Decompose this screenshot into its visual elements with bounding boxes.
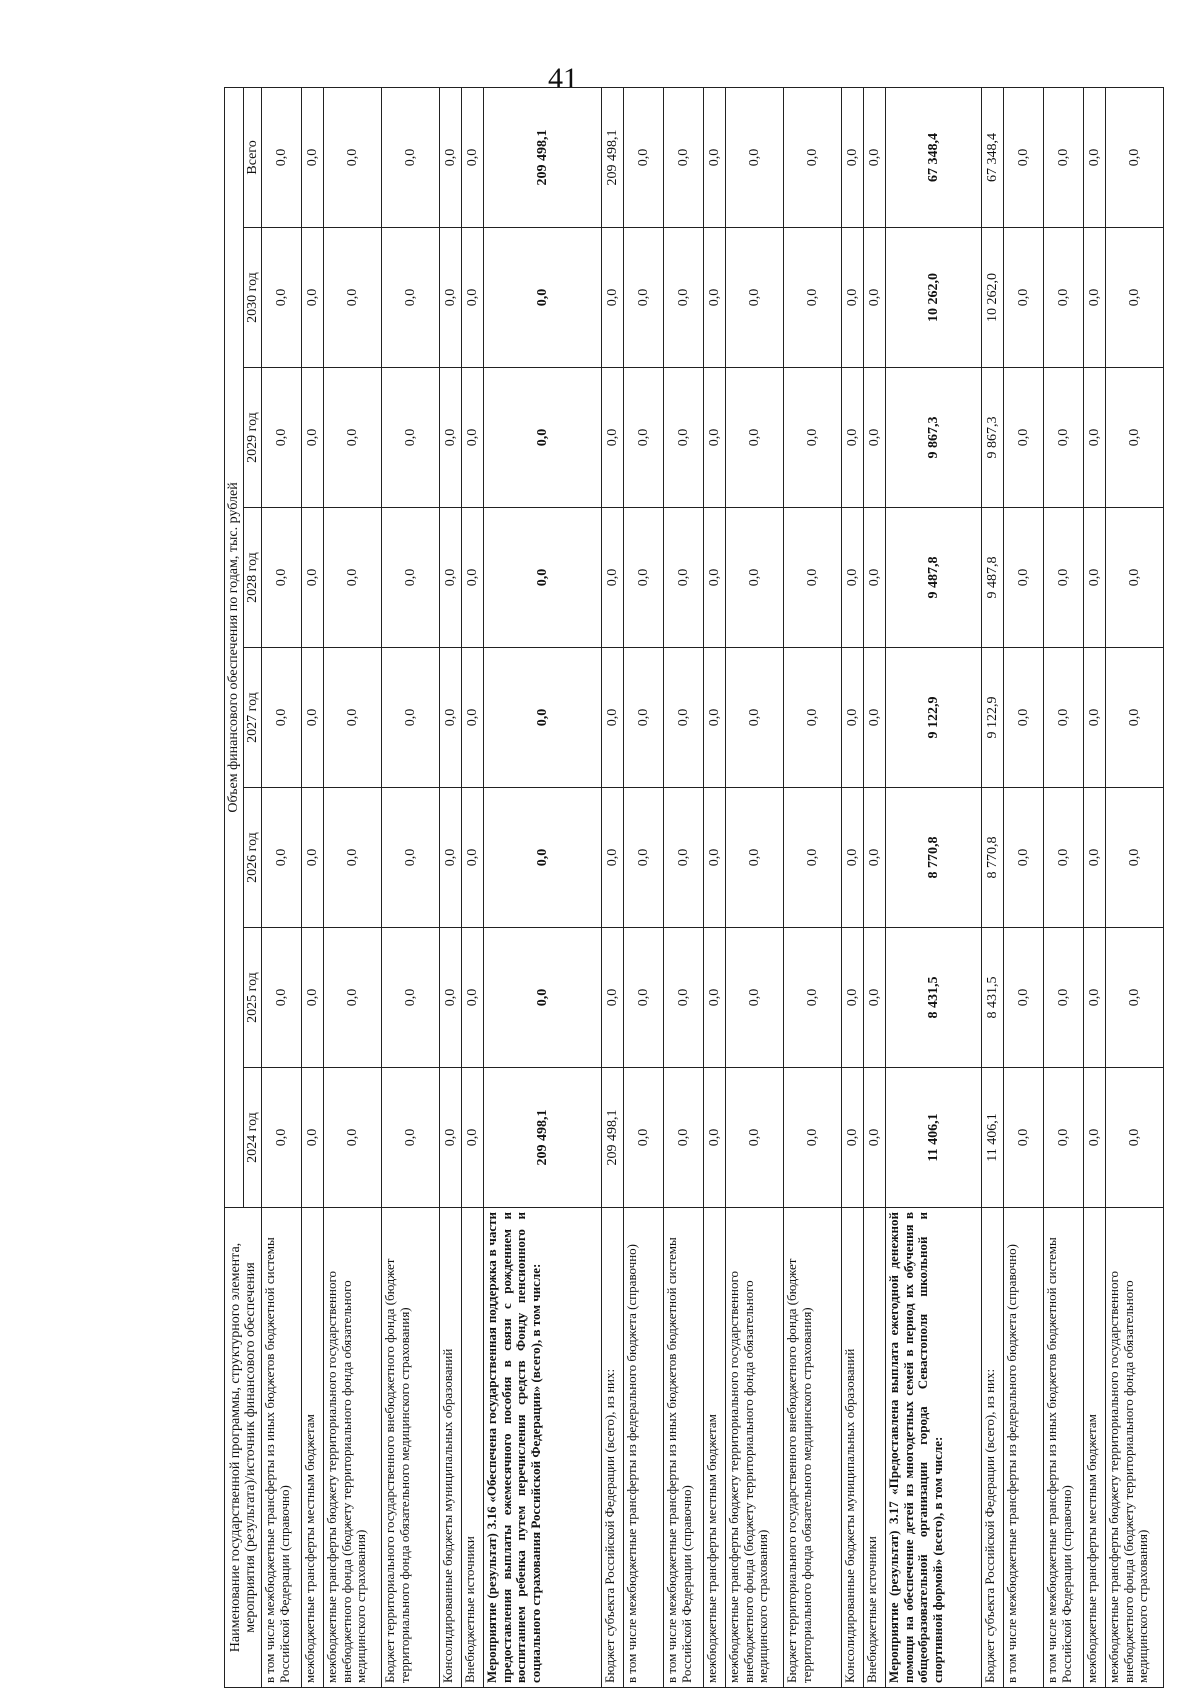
row-value-cell: 0,0 (302, 368, 324, 508)
row-value-cell: 0,0 (1084, 788, 1106, 928)
row-label: Мероприятие (результат) 3.17 «Предоставлена выплата ежегодной денежной помощи на обеспечение детей из многодетных семей в период их обучения в общеобразовательной организации города Севастополя школьной и спортивной формой» (всего), в том числе: (886, 1208, 982, 1688)
row-total-cell: 0,0 (624, 87, 664, 227)
row-value-cell: 0,0 (382, 788, 440, 928)
row-value-cell: 0,0 (484, 508, 602, 648)
row-value-cell: 0,0 (440, 1068, 462, 1208)
row-value-cell: 0,0 (302, 928, 324, 1068)
table-row (440, 87, 462, 1687)
row-total-cell: 0,0 (1084, 87, 1106, 227)
row-value-cell: 0,0 (664, 508, 704, 648)
header-row-1 (225, 87, 244, 1687)
table-row (302, 87, 324, 1687)
row-value-cell: 0,0 (440, 228, 462, 368)
row-label: в том числе межбюджетные трансферты из федерального бюджета (справочно) (624, 1208, 664, 1688)
row-value-cell: 0,0 (462, 508, 484, 648)
row-value-cell: 0,0 (784, 228, 842, 368)
row-label: Внебюджетные источники (864, 1208, 886, 1688)
row-total-cell: 0,0 (382, 87, 440, 227)
row-value-cell: 0,0 (382, 228, 440, 368)
row-value-cell: 0,0 (462, 368, 484, 508)
row-value-cell: 0,0 (440, 788, 462, 928)
row-value-cell: 9 487,8 (886, 508, 982, 648)
row-value-cell: 0,0 (1004, 648, 1044, 788)
row-value-cell: 0,0 (704, 368, 726, 508)
row-value-cell: 0,0 (704, 928, 726, 1068)
row-value-cell: 0,0 (1004, 368, 1044, 508)
row-label: в том числе межбюджетные трансферты из федерального бюджета (справочно) (1004, 1208, 1044, 1688)
row-value-cell: 0,0 (1106, 1068, 1164, 1208)
row-label: Бюджет субъекта Российской Федерации (всего), из них: (602, 1208, 624, 1688)
row-total-cell: 67 348,4 (982, 87, 1004, 227)
row-value-cell: 0,0 (382, 928, 440, 1068)
row-total-cell: 0,0 (704, 87, 726, 227)
row-value-cell: 0,0 (324, 368, 382, 508)
table-row (324, 87, 382, 1687)
header-year: 2028 год (243, 508, 262, 648)
row-value-cell: 0,0 (262, 368, 302, 508)
row-label: межбюджетные трансферты бюджету территориального государственного внебюджетного фонда (бюджету территориального фонда обязательного медицинского страхования) (1106, 1208, 1164, 1688)
header-year: 2024 год (243, 1068, 262, 1208)
table-row (484, 87, 602, 1687)
table-row (262, 87, 302, 1687)
row-value-cell: 0,0 (382, 648, 440, 788)
row-total-cell: 0,0 (1106, 87, 1164, 227)
row-value-cell: 0,0 (1084, 1068, 1106, 1208)
row-value-cell: 0,0 (602, 508, 624, 648)
header-year: 2026 год (243, 788, 262, 928)
row-label: Консолидированные бюджеты муниципальных образований (440, 1208, 462, 1688)
table-row (864, 87, 886, 1687)
row-value-cell: 0,0 (864, 508, 886, 648)
row-value-cell: 0,0 (726, 508, 784, 648)
row-total-cell: 0,0 (664, 87, 704, 227)
row-value-cell: 0,0 (842, 368, 864, 508)
row-total-cell: 0,0 (726, 87, 784, 227)
row-value-cell: 0,0 (1044, 788, 1084, 928)
row-value-cell: 0,0 (1004, 788, 1044, 928)
row-value-cell: 0,0 (624, 648, 664, 788)
row-value-cell: 0,0 (726, 368, 784, 508)
table-row (982, 87, 1004, 1687)
row-value-cell: 0,0 (1004, 508, 1044, 648)
row-value-cell: 8 770,8 (886, 788, 982, 928)
row-value-cell: 9 867,3 (886, 368, 982, 508)
row-value-cell: 0,0 (382, 508, 440, 648)
row-total-cell: 0,0 (302, 87, 324, 227)
row-total-cell: 0,0 (864, 87, 886, 227)
row-value-cell: 0,0 (864, 788, 886, 928)
row-value-cell: 0,0 (726, 228, 784, 368)
row-value-cell: 0,0 (1084, 228, 1106, 368)
row-value-cell: 0,0 (1106, 368, 1164, 508)
row-label: межбюджетные трансферты местным бюджетам (1084, 1208, 1106, 1688)
row-value-cell: 0,0 (664, 368, 704, 508)
row-value-cell: 0,0 (784, 788, 842, 928)
row-value-cell: 0,0 (324, 788, 382, 928)
row-value-cell: 0,0 (324, 648, 382, 788)
row-total-cell: 67 348,4 (886, 87, 982, 227)
row-value-cell: 0,0 (602, 648, 624, 788)
row-value-cell: 0,0 (624, 788, 664, 928)
row-value-cell: 0,0 (704, 648, 726, 788)
row-label: в том числе межбюджетные трансферты из иных бюджетов бюджетной системы Российской Федерации (справочно) (262, 1208, 302, 1688)
table-row (1084, 87, 1106, 1687)
row-value-cell: 0,0 (784, 928, 842, 1068)
page-number: 41 (548, 62, 578, 95)
table-row (382, 87, 440, 1687)
row-value-cell: 0,0 (1106, 788, 1164, 928)
row-label: межбюджетные трансферты местным бюджетам (704, 1208, 726, 1688)
row-value-cell: 0,0 (324, 508, 382, 648)
header-year: 2029 год (243, 368, 262, 508)
row-value-cell: 0,0 (1044, 368, 1084, 508)
row-value-cell: 0,0 (784, 368, 842, 508)
row-value-cell: 0,0 (864, 1068, 886, 1208)
row-value-cell: 0,0 (842, 928, 864, 1068)
table-row (1044, 87, 1084, 1687)
row-value-cell: 0,0 (440, 928, 462, 1068)
row-value-cell: 0,0 (704, 1068, 726, 1208)
row-value-cell: 0,0 (484, 368, 602, 508)
row-value-cell: 10 262,0 (886, 228, 982, 368)
financing-table (224, 87, 1164, 1688)
row-value-cell: 0,0 (484, 928, 602, 1068)
row-value-cell: 0,0 (262, 228, 302, 368)
row-value-cell: 0,0 (602, 368, 624, 508)
row-total-cell: 0,0 (440, 87, 462, 227)
row-value-cell: 0,0 (664, 928, 704, 1068)
table-row (1004, 87, 1044, 1687)
row-label: Бюджет субъекта Российской Федерации (всего), из них: (982, 1208, 1004, 1688)
row-value-cell: 10 262,0 (982, 228, 1004, 368)
row-value-cell: 209 498,1 (484, 1068, 602, 1208)
row-value-cell: 0,0 (624, 508, 664, 648)
row-value-cell: 0,0 (704, 228, 726, 368)
financing-table-rotated (224, 128, 1151, 1688)
row-value-cell: 0,0 (842, 648, 864, 788)
row-value-cell: 0,0 (704, 508, 726, 648)
table-row (726, 87, 784, 1687)
row-value-cell: 0,0 (1084, 368, 1106, 508)
row-value-cell: 0,0 (664, 228, 704, 368)
row-value-cell: 0,0 (1106, 928, 1164, 1068)
row-value-cell: 11 406,1 (982, 1068, 1004, 1208)
row-value-cell: 0,0 (324, 228, 382, 368)
row-value-cell: 0,0 (440, 508, 462, 648)
row-value-cell: 9 122,9 (982, 648, 1004, 788)
row-value-cell: 0,0 (664, 788, 704, 928)
row-label: межбюджетные трансферты местным бюджетам (302, 1208, 324, 1688)
row-value-cell: 0,0 (624, 1068, 664, 1208)
row-value-cell: 0,0 (1044, 1068, 1084, 1208)
row-value-cell: 0,0 (1084, 508, 1106, 648)
row-value-cell: 0,0 (1106, 228, 1164, 368)
row-value-cell: 0,0 (842, 228, 864, 368)
row-label: Внебюджетные источники (462, 1208, 484, 1688)
row-total-cell: 0,0 (1004, 87, 1044, 227)
row-value-cell: 0,0 (324, 928, 382, 1068)
row-value-cell: 0,0 (484, 648, 602, 788)
row-value-cell: 0,0 (462, 648, 484, 788)
row-value-cell: 0,0 (842, 1068, 864, 1208)
row-value-cell: 209 498,1 (602, 1068, 624, 1208)
row-value-cell: 0,0 (864, 228, 886, 368)
row-value-cell: 0,0 (1044, 508, 1084, 648)
row-value-cell: 0,0 (462, 788, 484, 928)
row-label: межбюджетные трансферты бюджету территориального государственного внебюджетного фонда (бюджету территориального фонда обязательного медицинского страхования) (324, 1208, 382, 1688)
row-value-cell: 0,0 (864, 648, 886, 788)
row-value-cell: 0,0 (842, 788, 864, 928)
row-label: в том числе межбюджетные трансферты из иных бюджетов бюджетной системы Российской Федерации (справочно) (664, 1208, 704, 1688)
row-total-cell: 0,0 (1044, 87, 1084, 227)
header-year: 2030 год (243, 228, 262, 368)
row-value-cell: 11 406,1 (886, 1068, 982, 1208)
header-name: Наименование государственной программы, структурного элемента, мероприятия (результата)/источник финансового обеспечения (225, 1208, 262, 1688)
row-value-cell: 0,0 (664, 648, 704, 788)
row-value-cell: 0,0 (302, 648, 324, 788)
row-value-cell: 0,0 (484, 788, 602, 928)
row-total-cell: 0,0 (324, 87, 382, 227)
row-value-cell: 0,0 (602, 788, 624, 928)
row-value-cell: 0,0 (726, 928, 784, 1068)
header-volume: Объем финансового обеспечения по годам, тыс. рублей (225, 87, 244, 1207)
row-label: Мероприятие (результат) 3.16 «Обеспечена государственная поддержка в части предоставления выплаты ежемесячного пособия в связи с рождением и воспитанием ребенка путем перечисления средств Фонду пенсионного и социального страхования Российской Федерации» (всего), в том числе: (484, 1208, 602, 1688)
row-label: в том числе межбюджетные трансферты из иных бюджетов бюджетной системы Российской Федерации (справочно) (1044, 1208, 1084, 1688)
row-value-cell: 0,0 (462, 228, 484, 368)
row-value-cell: 0,0 (864, 368, 886, 508)
row-value-cell: 9 867,3 (982, 368, 1004, 508)
row-value-cell: 8 431,5 (982, 928, 1004, 1068)
row-value-cell: 0,0 (462, 928, 484, 1068)
row-value-cell: 0,0 (624, 368, 664, 508)
row-value-cell: 9 487,8 (982, 508, 1004, 648)
row-total-cell: 209 498,1 (602, 87, 624, 227)
row-value-cell: 0,0 (784, 648, 842, 788)
row-value-cell: 0,0 (262, 1068, 302, 1208)
table-row (784, 87, 842, 1687)
row-label: Консолидированные бюджеты муниципальных образований (842, 1208, 864, 1688)
table-row (602, 87, 624, 1687)
row-value-cell: 0,0 (1106, 648, 1164, 788)
row-value-cell: 0,0 (302, 788, 324, 928)
row-total-cell: 0,0 (842, 87, 864, 227)
row-value-cell: 0,0 (302, 228, 324, 368)
row-value-cell: 0,0 (262, 508, 302, 648)
row-value-cell: 8 770,8 (982, 788, 1004, 928)
row-total-cell: 0,0 (462, 87, 484, 227)
table-row (842, 87, 864, 1687)
row-value-cell: 0,0 (864, 928, 886, 1068)
row-total-cell: 0,0 (784, 87, 842, 227)
row-value-cell: 0,0 (664, 1068, 704, 1208)
row-value-cell: 0,0 (1044, 928, 1084, 1068)
row-value-cell: 0,0 (440, 368, 462, 508)
row-value-cell: 0,0 (602, 928, 624, 1068)
row-value-cell: 0,0 (382, 1068, 440, 1208)
row-value-cell: 0,0 (1004, 928, 1044, 1068)
row-value-cell: 0,0 (1004, 228, 1044, 368)
row-value-cell: 0,0 (624, 928, 664, 1068)
row-value-cell: 0,0 (302, 1068, 324, 1208)
header-total: Всего (243, 87, 262, 227)
row-total-cell: 0,0 (262, 87, 302, 227)
row-label: межбюджетные трансферты бюджету территориального государственного внебюджетного фонда (бюджету территориального фонда обязательного медицинского страхования) (726, 1208, 784, 1688)
table-row (1106, 87, 1164, 1687)
row-value-cell: 0,0 (1106, 508, 1164, 648)
row-value-cell: 0,0 (704, 788, 726, 928)
row-value-cell: 0,0 (726, 788, 784, 928)
header-year: 2025 год (243, 928, 262, 1068)
row-value-cell: 0,0 (726, 1068, 784, 1208)
row-value-cell: 0,0 (602, 228, 624, 368)
table-row (462, 87, 484, 1687)
row-value-cell: 9 122,9 (886, 648, 982, 788)
row-value-cell: 0,0 (1044, 648, 1084, 788)
row-value-cell: 0,0 (624, 228, 664, 368)
table-row (624, 87, 664, 1687)
row-value-cell: 0,0 (1004, 1068, 1044, 1208)
row-value-cell: 0,0 (726, 648, 784, 788)
row-value-cell: 0,0 (440, 648, 462, 788)
row-value-cell: 0,0 (262, 788, 302, 928)
header-year: 2027 год (243, 648, 262, 788)
table-row (886, 87, 982, 1687)
table-row (704, 87, 726, 1687)
row-label: Бюджет территориального государственного внебюджетного фонда (бюджет территориального фонда обязательного медицинского страхования) (382, 1208, 440, 1688)
row-value-cell: 0,0 (784, 508, 842, 648)
row-value-cell: 0,0 (1084, 928, 1106, 1068)
row-value-cell: 0,0 (484, 228, 602, 368)
row-value-cell: 0,0 (262, 928, 302, 1068)
row-value-cell: 0,0 (262, 648, 302, 788)
row-value-cell: 0,0 (842, 508, 864, 648)
row-label: Бюджет территориального государственного внебюджетного фонда (бюджет территориального фонда обязательного медицинского страхования) (784, 1208, 842, 1688)
row-value-cell: 0,0 (302, 508, 324, 648)
row-value-cell: 8 431,5 (886, 928, 982, 1068)
row-value-cell: 0,0 (382, 368, 440, 508)
row-value-cell: 0,0 (1084, 648, 1106, 788)
row-value-cell: 0,0 (324, 1068, 382, 1208)
table-body (262, 87, 1164, 1687)
row-value-cell: 0,0 (462, 1068, 484, 1208)
row-total-cell: 209 498,1 (484, 87, 602, 227)
table-row (664, 87, 704, 1687)
row-value-cell: 0,0 (1044, 228, 1084, 368)
row-value-cell: 0,0 (784, 1068, 842, 1208)
